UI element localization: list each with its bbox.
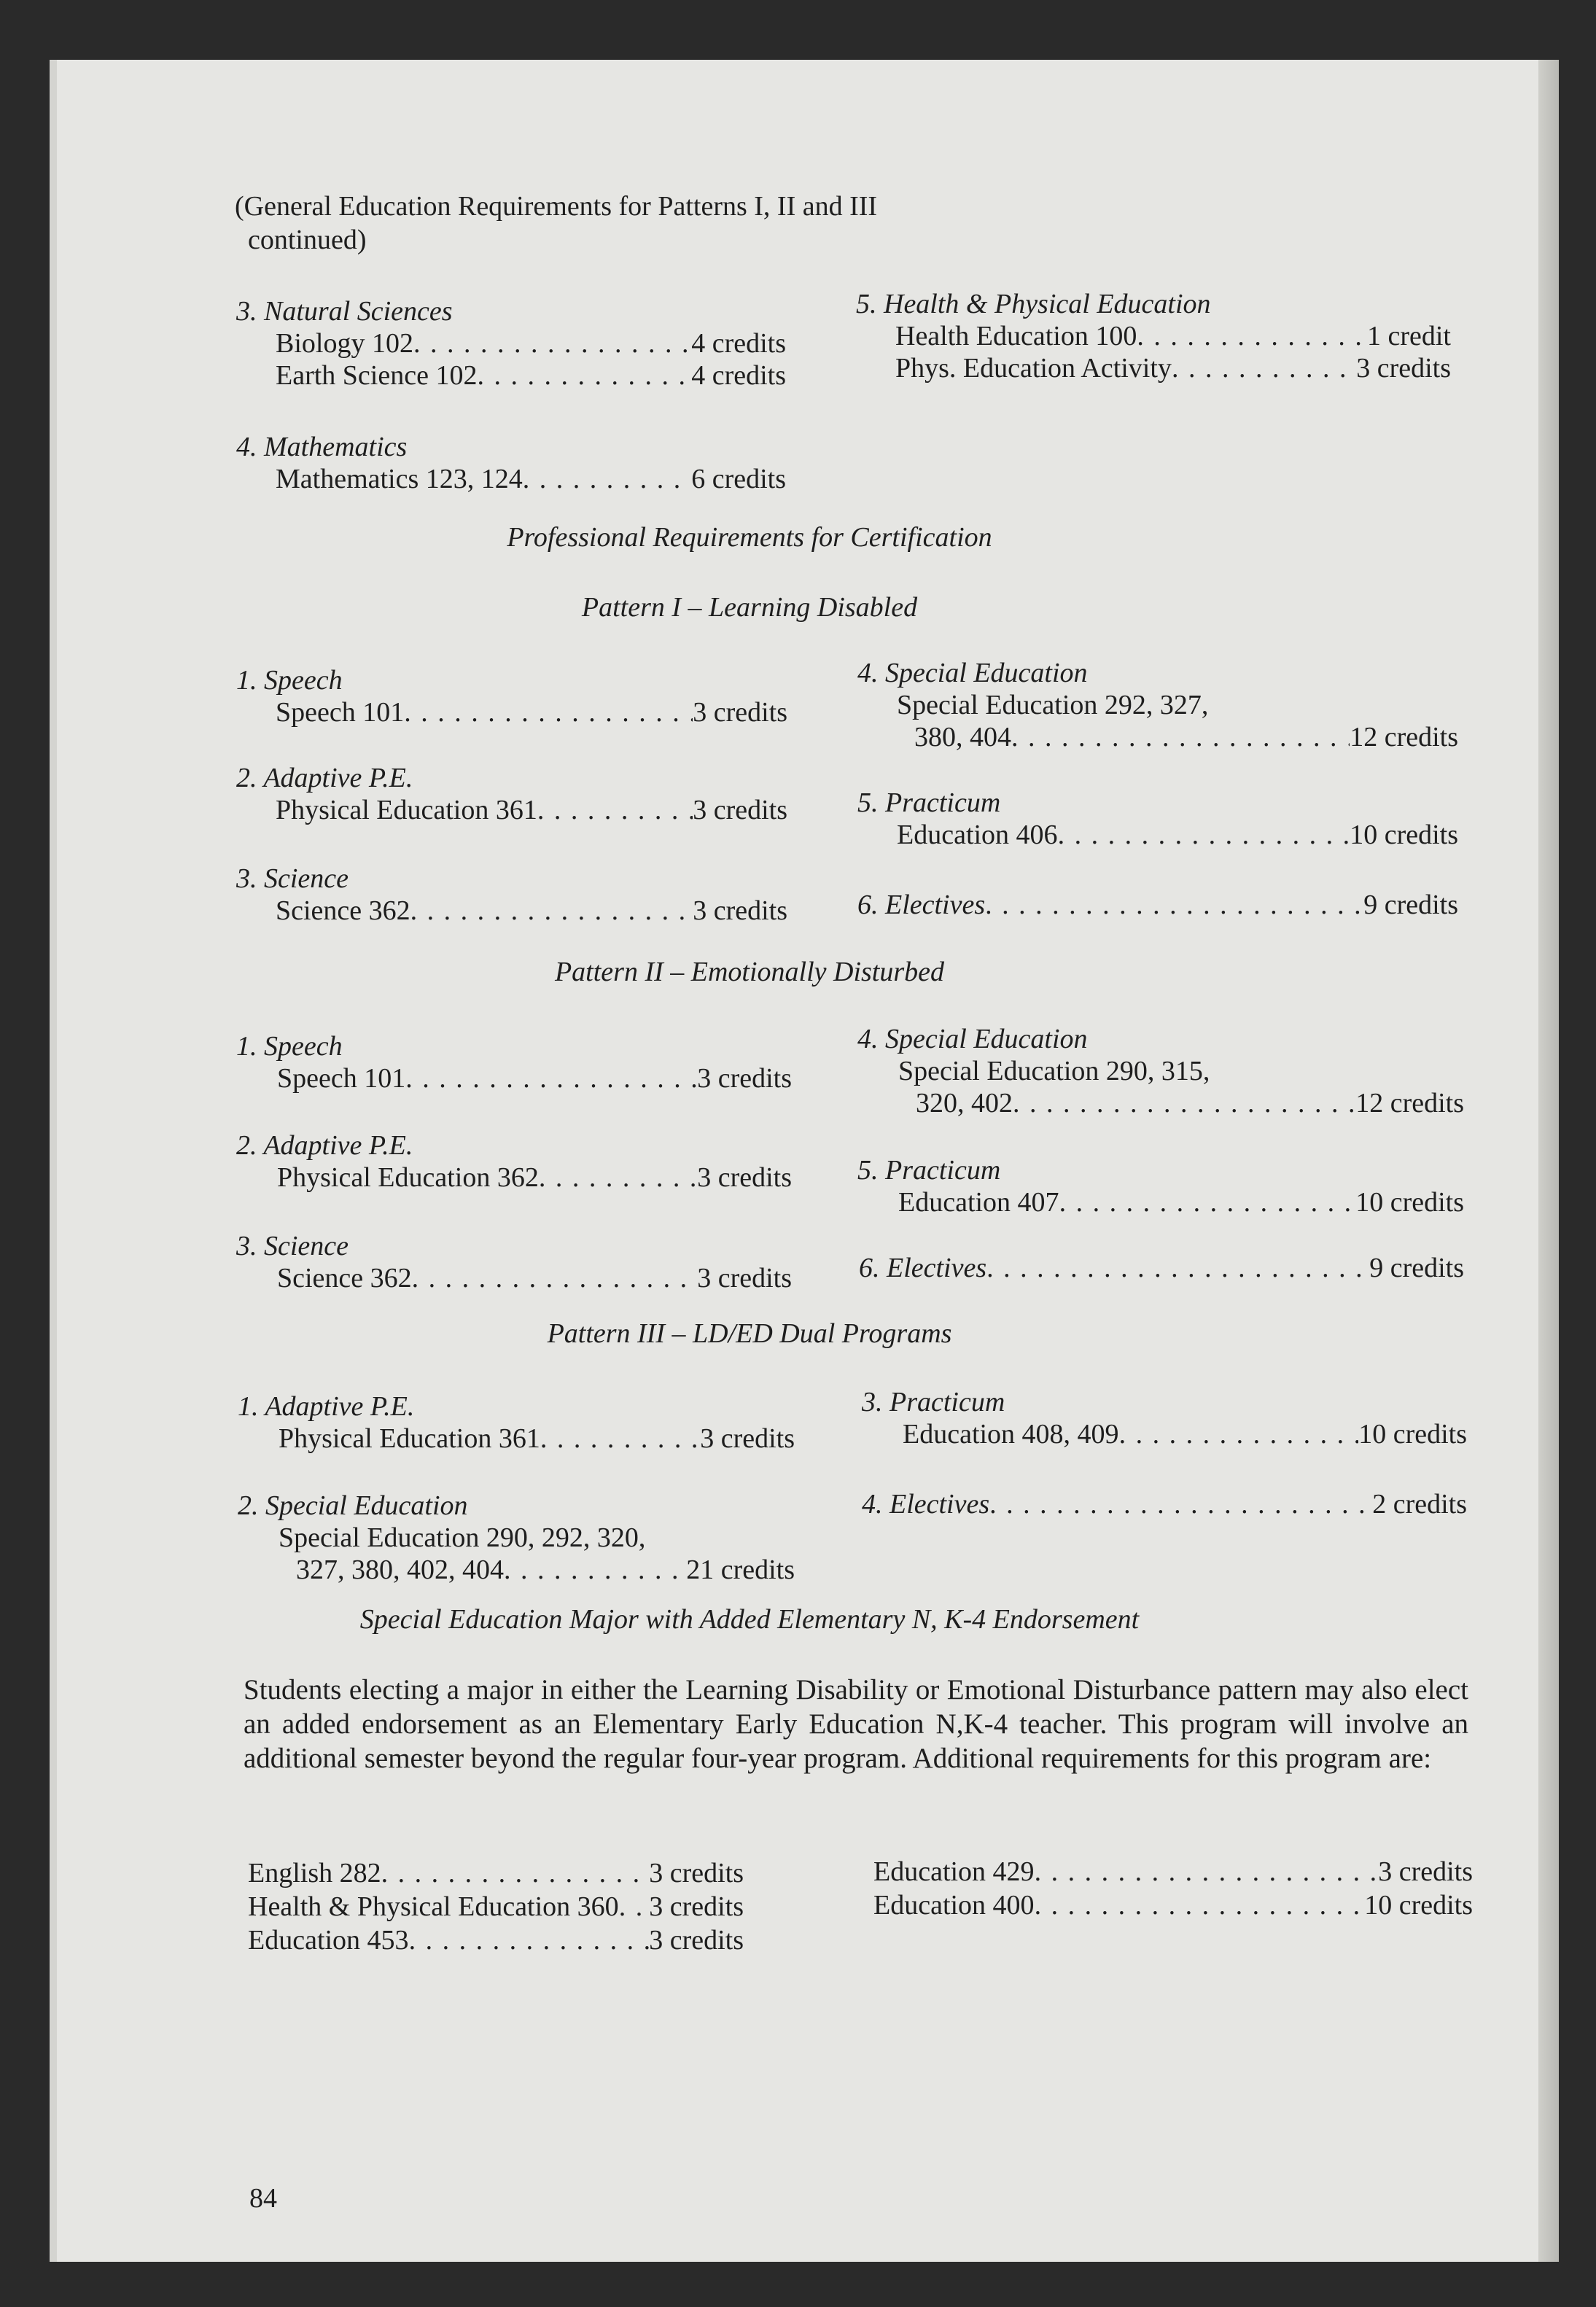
p1-physical-education-361-row: Physical Education 361 . . . 3 credits: [276, 793, 787, 827]
p2-speech-101-row: Speech 101 . . . 3 credits: [277, 1062, 792, 1095]
header-line-2: continued): [248, 225, 367, 255]
p3-practicum-heading: 3. Practicum: [862, 1387, 1005, 1417]
p1-adaptive-pe-heading: 2. Adaptive P.E.: [236, 763, 413, 793]
p1-special-education-row: 380, 404 . . . 12 credits: [914, 720, 1458, 754]
p2-practicum-heading: 5. Practicum: [857, 1155, 1001, 1186]
health-education-100-row: Health Education 100 . . . 1 credit: [895, 319, 1451, 353]
p1-practicum-heading: 5. Practicum: [857, 787, 1001, 818]
page-spine-shadow: [1538, 60, 1559, 2262]
p2-speech-heading: 1. Speech: [236, 1031, 343, 1062]
p3-special-education-line-1: Special Education 290, 292, 320,: [279, 1522, 646, 1553]
pattern-3-title: Pattern III – LD/ED Dual Programs: [547, 1318, 952, 1349]
natural-sciences-heading: 3. Natural Sciences: [236, 296, 453, 327]
professional-requirements-title: Professional Requirements for Certification: [507, 522, 992, 553]
p2-education-407-row: Education 407 . . . 10 credits: [898, 1186, 1464, 1219]
p1-speech-101-row: Speech 101 . . . 3 credits: [276, 696, 787, 729]
endorsement-title: Special Education Major with Added Elementary N, K-4 Endorsement: [359, 1604, 1140, 1635]
p2-special-education-heading: 4. Special Education: [857, 1024, 1088, 1054]
p2-physical-education-362-row: Physical Education 362 . . . 3 credits: [277, 1161, 792, 1194]
endorsement-paragraph: Students electing a major in either the Learning Disability or Emotional Disturbance pattern may also elect an added endorsement as an Elementary Early Education N,K-4 teacher. This program will involve an additional semester beyond the regular four-year program. Additional requirements for this program are:: [244, 1674, 1468, 1774]
pattern-1-title: Pattern I – Learning Disabled: [581, 592, 918, 623]
pattern-2-title: Pattern II – Emotionally Disturbed: [554, 957, 945, 987]
p1-education-406-row: Education 406 . . . 10 credits: [897, 818, 1458, 852]
phys-education-activity-row: Phys. Education Activity . . . 3 credits: [895, 351, 1451, 385]
health-pe-heading: 5. Health & Physical Education: [856, 289, 1211, 319]
p3-electives-row: 4. Electives . . . 2 credits: [862, 1487, 1467, 1521]
earth-science-102-row: Earth Science 102 . . . 4 credits: [276, 359, 786, 392]
p3-physical-education-361-row: Physical Education 361 . . . 3 credits: [279, 1422, 795, 1455]
page-number: 84: [249, 2183, 277, 2214]
p3-education-408-409-row: Education 408, 409 . . . 10 credits: [903, 1417, 1467, 1451]
english-282-row: English 282 . . . 3 credits: [248, 1856, 744, 1890]
p2-special-education-line-1: Special Education 290, 315,: [898, 1056, 1210, 1086]
mathematics-123-124-row: Mathematics 123, 124 . . . 6 credits: [276, 462, 786, 496]
education-453-row: Education 453 . . . 3 credits: [248, 1923, 744, 1957]
p1-electives-row: 6. Electives . . . 9 credits: [857, 888, 1458, 922]
p1-science-362-row: Science 362 . . . 3 credits: [276, 894, 787, 927]
p3-adaptive-pe-heading: 1. Adaptive P.E.: [238, 1391, 415, 1422]
p3-special-education-row: 327, 380, 402, 404 . . . 21 credits: [296, 1553, 795, 1587]
book-page: [50, 60, 1559, 2262]
p2-special-education-row: 320, 402 . . . 12 credits: [916, 1086, 1464, 1120]
health-pe-360-row: Health & Physical Education 360 . . . 3 credits: [248, 1890, 744, 1923]
p1-special-education-heading: 4. Special Education: [857, 658, 1088, 688]
p1-special-education-line-1: Special Education 292, 327,: [897, 690, 1209, 720]
p2-science-362-row: Science 362 . . . 3 credits: [277, 1261, 792, 1295]
p3-special-education-heading: 2. Special Education: [238, 1490, 468, 1521]
education-400-row: Education 400 . . . 10 credits: [873, 1888, 1473, 1922]
education-429-row: Education 429 . . . 3 credits: [873, 1855, 1473, 1888]
header-line-1: (General Education Requirements for Patterns I, II and III: [235, 191, 878, 222]
p1-speech-heading: 1. Speech: [236, 665, 343, 696]
mathematics-heading: 4. Mathematics: [236, 432, 408, 462]
p2-adaptive-pe-heading: 2. Adaptive P.E.: [236, 1130, 413, 1161]
biology-102-row: Biology 102 . . . 4 credits: [276, 327, 786, 360]
p2-science-heading: 3. Science: [236, 1231, 349, 1261]
p1-science-heading: 3. Science: [236, 863, 349, 894]
p2-electives-row: 6. Electives . . . 9 credits: [859, 1251, 1464, 1285]
